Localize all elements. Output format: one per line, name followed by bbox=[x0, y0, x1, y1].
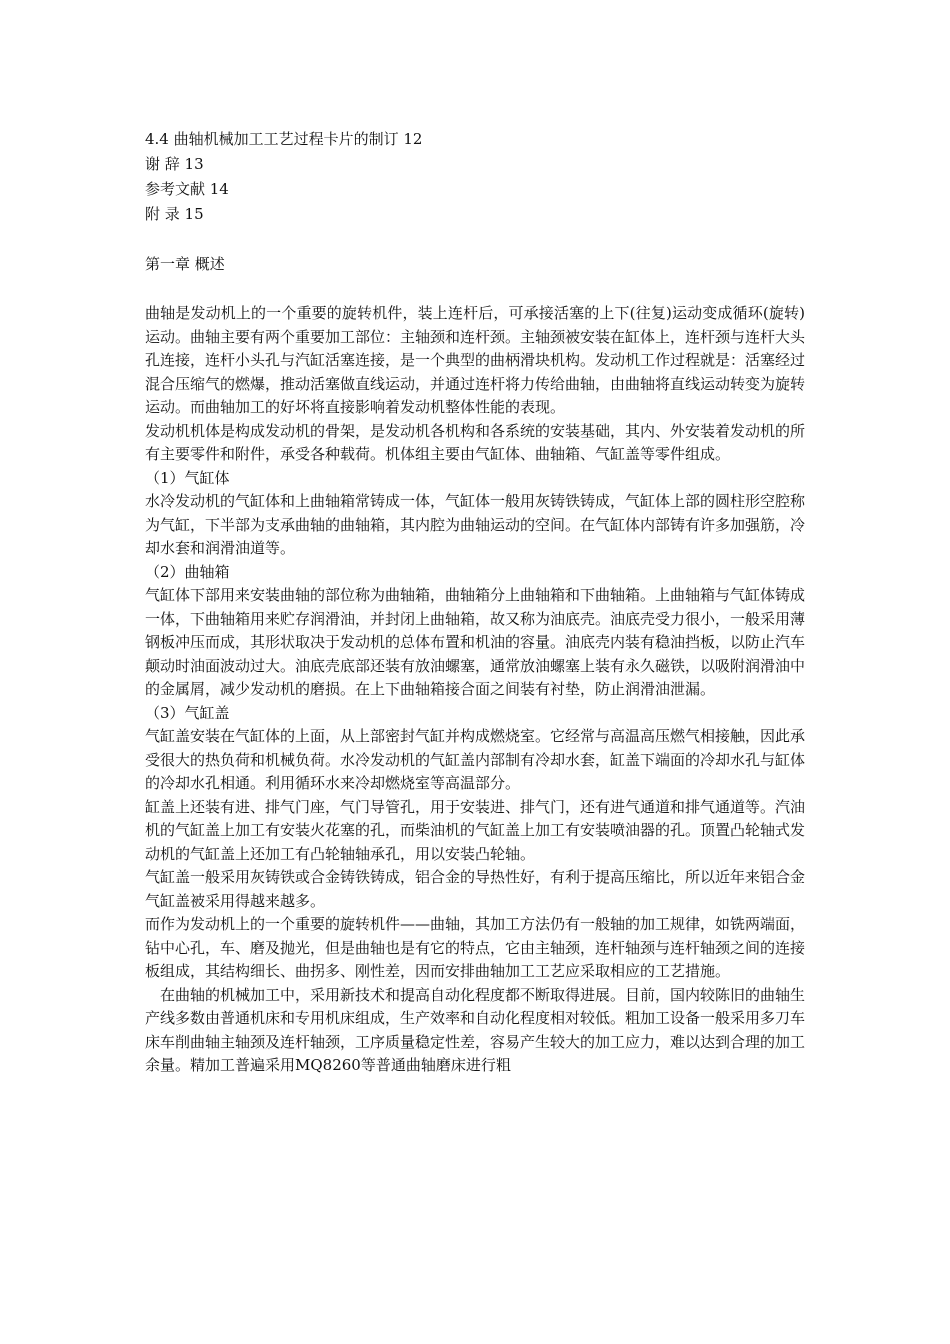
section-heading: （2）曲轴箱 bbox=[145, 562, 230, 581]
paragraph: 气缸盖一般采用灰铸铁或合金铸铁铸成，铝合金的导热性好，有利于提高压缩比，所以近年来铝合金气缸盖被采用得越来越多。 bbox=[145, 868, 806, 910]
chapter-title: 第一章 概述 bbox=[145, 255, 225, 273]
section-heading: （3）气缸盖 bbox=[145, 703, 230, 722]
toc-entry: 参考文献 14 bbox=[145, 180, 229, 198]
body-text bbox=[145, 302, 805, 1078]
paragraph: 在曲轴的机械加工中，采用新技术和提高自动化程度都不断取得进展。目前，国内较陈旧的曲轴生产线多数由普通机床和专用机床组成，生产效率和自动化程度相对较低。粗加工设备一般采用多刀车床车削曲轴主轴颈及连杆轴颈，工序质量稳定性差，容易产生较大的加工应力，难以达到合理的加工余量。精加工普遍采用MQ8260等普通曲轴磨床进行粗 bbox=[145, 985, 806, 1074]
paragraph: 水冷发动机的气缸体和上曲轴箱常铸成一体，气缸体一般用灰铸铁铸成，气缸体上部的圆柱形空腔称为气缸，下半部为支承曲轴的曲轴箱，其内腔为曲轴运动的空间。在气缸体内部铸有许多加强筋，冷却水套和润滑油道等。 bbox=[145, 492, 806, 557]
toc-entry: 谢 辞 13 bbox=[145, 155, 204, 173]
paragraph: 曲轴是发动机上的一个重要的旋转机件，装上连杆后，可承接活塞的上下(往复)运动变成循环(旋转)运动。曲轴主要有两个重要加工部位：主轴颈和连杆颈。主轴颈被安装在缸体上，连杆颈与连杆大头孔连接，连杆小头孔与汽缸活塞连接，是一个典型的曲柄滑块机构。发动机工作过程就是：活塞经过混合压缩气的燃爆，推动活塞做直线运动，并通过连杆将力传给曲轴，由曲轴将直线运动转变为旋转运动。而曲轴加工的好坏将直接影响着发动机整体性能的表现。 bbox=[145, 304, 806, 416]
paragraph: 而作为发动机上的一个重要的旋转机件——曲轴，其加工方法仍有一般轴的加工规律，如铣两端面，钻中心孔，车、磨及抛光，但是曲轴也是有它的特点，它由主轴颈，连杆轴颈与连杆轴颈之间的连接板组成，其结构细长、曲拐多、刚性差，因而安排曲轴加工工艺应采取相应的工艺措施。 bbox=[145, 915, 806, 980]
paragraph: 发动机机体是构成发动机的骨架，是发动机各机构和各系统的安装基础，其内、外安装着发动机的所有主要零件和附件，承受各种载荷。机体组主要由气缸体、曲轴箱、气缸盖等零件组成。 bbox=[145, 421, 806, 463]
document-page bbox=[145, 127, 805, 1078]
paragraph: 气缸体下部用来安装曲轴的部位称为曲轴箱，曲轴箱分上曲轴箱和下曲轴箱。上曲轴箱与气缸体铸成一体，下曲轴箱用来贮存润滑油，并封闭上曲轴箱，故又称为油底壳。油底壳受力很小，一般采用薄钢板冲压而成，其形状取决于发动机的总体布置和机油的容量。油底壳内装有稳油挡板，以防止汽车颠动时油面波动过大。油底壳底部还装有放油螺塞，通常放油螺塞上装有永久磁铁，以吸附润滑油中的金属屑，减少发动机的磨损。在上下曲轴箱接合面之间装有衬垫，防止润滑油泄漏。 bbox=[145, 586, 806, 698]
paragraph: 缸盖上还装有进、排气门座，气门导管孔，用于安装进、排气门，还有进气通道和排气通道等。汽油机的气缸盖上加工有安装火花塞的孔，而柴油机的气缸盖上加工有安装喷油器的孔。顶置凸轮轴式发动机的气缸盖上还加工有凸轮轴轴承孔，用以安装凸轮轴。 bbox=[145, 797, 806, 863]
paragraph: 气缸盖安装在气缸体的上面，从上部密封气缸并构成燃烧室。它经常与高温高压燃气相接触，因此承受很大的热负荷和机械负荷。水冷发动机的气缸盖内部制有冷却水套，缸盖下端面的冷却水孔与缸体的冷却水孔相通。利用循环水来冷却燃烧室等高温部分。 bbox=[145, 727, 806, 792]
toc-entry: 4.4 曲轴机械加工工艺过程卡片的制订 12 bbox=[145, 130, 423, 148]
section-heading: （1）气缸体 bbox=[145, 468, 230, 487]
toc-entry: 附 录 15 bbox=[145, 205, 204, 223]
table-of-contents bbox=[145, 127, 805, 227]
